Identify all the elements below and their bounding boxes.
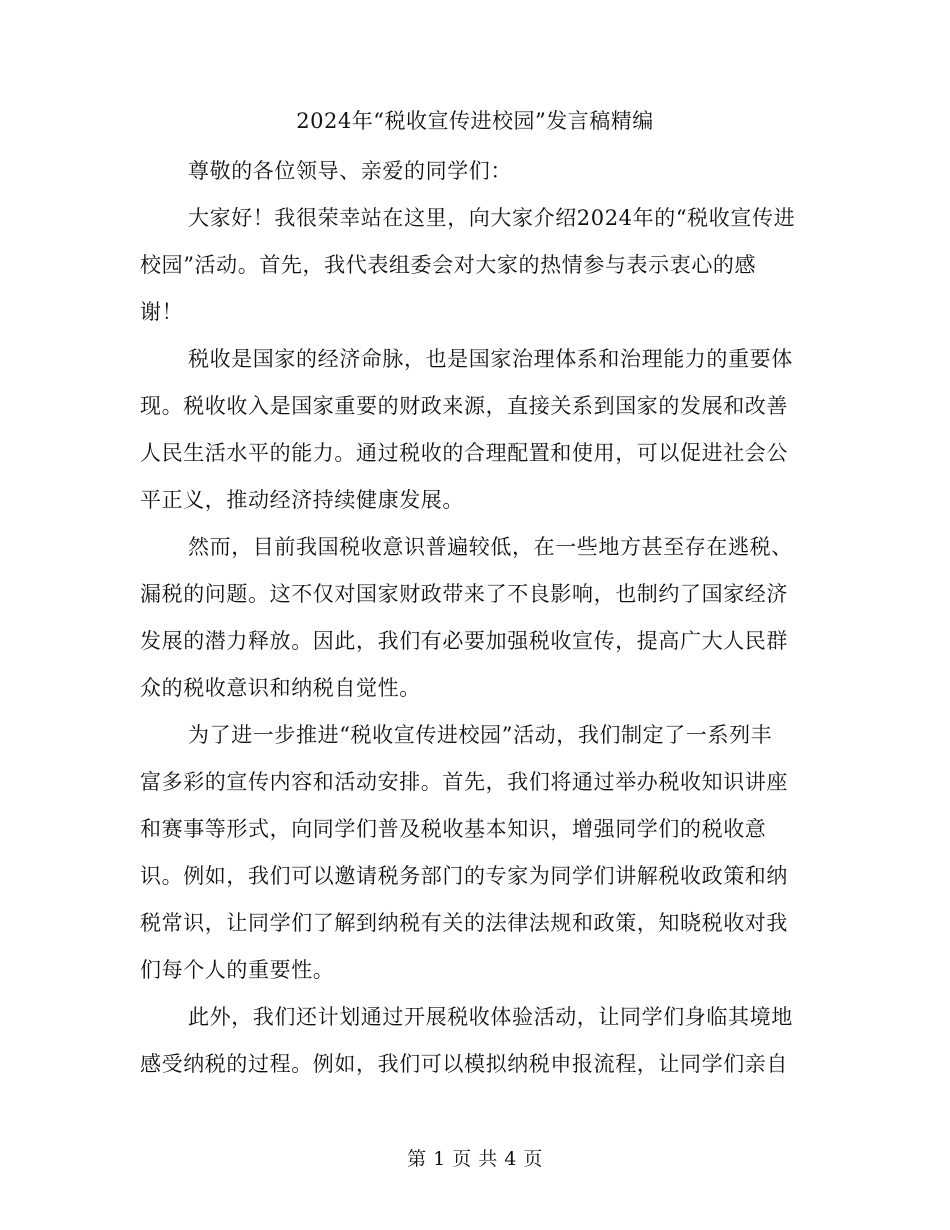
paragraph-line: 现。税收收入是国家重要的财政来源，直接关系到国家的发展和改善 [140, 394, 788, 418]
document-title: 2024年“税收宣传进校园”发言稿精编 [296, 109, 654, 133]
paragraph-line: 税收是国家的经济命脉，也是国家治理体系和治理能力的重要体 [188, 347, 793, 371]
paragraph-line: 们每个人的重要性。 [140, 958, 335, 982]
paragraph-line: 大家好！我很荣幸站在这里，向大家介绍2024年的“税收宣传进 [188, 206, 796, 230]
paragraph-line: 然而，目前我国税收意识普遍较低，在一些地方甚至存在逃税、 [188, 535, 793, 559]
document-body [140, 148, 812, 1088]
paragraph-line: 和赛事等形式，向同学们普及税收基本知识，增强同学们的税收意 [140, 817, 767, 841]
paragraph-line: 富多彩的宣传内容和活动安排。首先，我们将通过举办税收知识讲座 [140, 770, 788, 794]
paragraph-line: 识。例如，我们可以邀请税务部门的专家为同学们讲解税收政策和纳 [140, 864, 788, 888]
paragraph-line: 谢！ [140, 300, 184, 324]
paragraph-line: 漏税的问题。这不仅对国家财政带来了不良影响，也制约了国家经济 [140, 582, 788, 606]
paragraph-line: 为了进一步推进“税收宣传进校园”活动，我们制定了一系列丰 [188, 723, 773, 747]
paragraph-line: 校园”活动。首先，我代表组委会对大家的热情参与表示衷心的感 [140, 253, 757, 277]
paragraph-line: 感受纳税的过程。例如，我们可以模拟纳税申报流程，让同学们亲自 [140, 1052, 788, 1076]
paragraph-line: 平正义，推动经济持续健康发展。 [140, 488, 464, 512]
paragraph-line: 人民生活水平的能力。通过税收的合理配置和使用，可以促进社会公 [140, 441, 788, 465]
paragraph-line: 发展的潜力释放。因此，我们有必要加强税收宣传，提高广大人民群 [140, 629, 788, 653]
paragraph-line: 税常识，让同学们了解到纳税有关的法律法规和政策，知晓税收对我 [140, 911, 788, 935]
page-footer: 第 1 页 共 4 页 [407, 1148, 543, 1170]
paragraph-line: 众的税收意识和纳税自觉性。 [140, 676, 421, 700]
greeting-line: 尊敬的各位领导、亲爱的同学们： [188, 159, 512, 183]
paragraph-line: 此外，我们还计划通过开展税收体验活动，让同学们身临其境地 [188, 1005, 793, 1029]
